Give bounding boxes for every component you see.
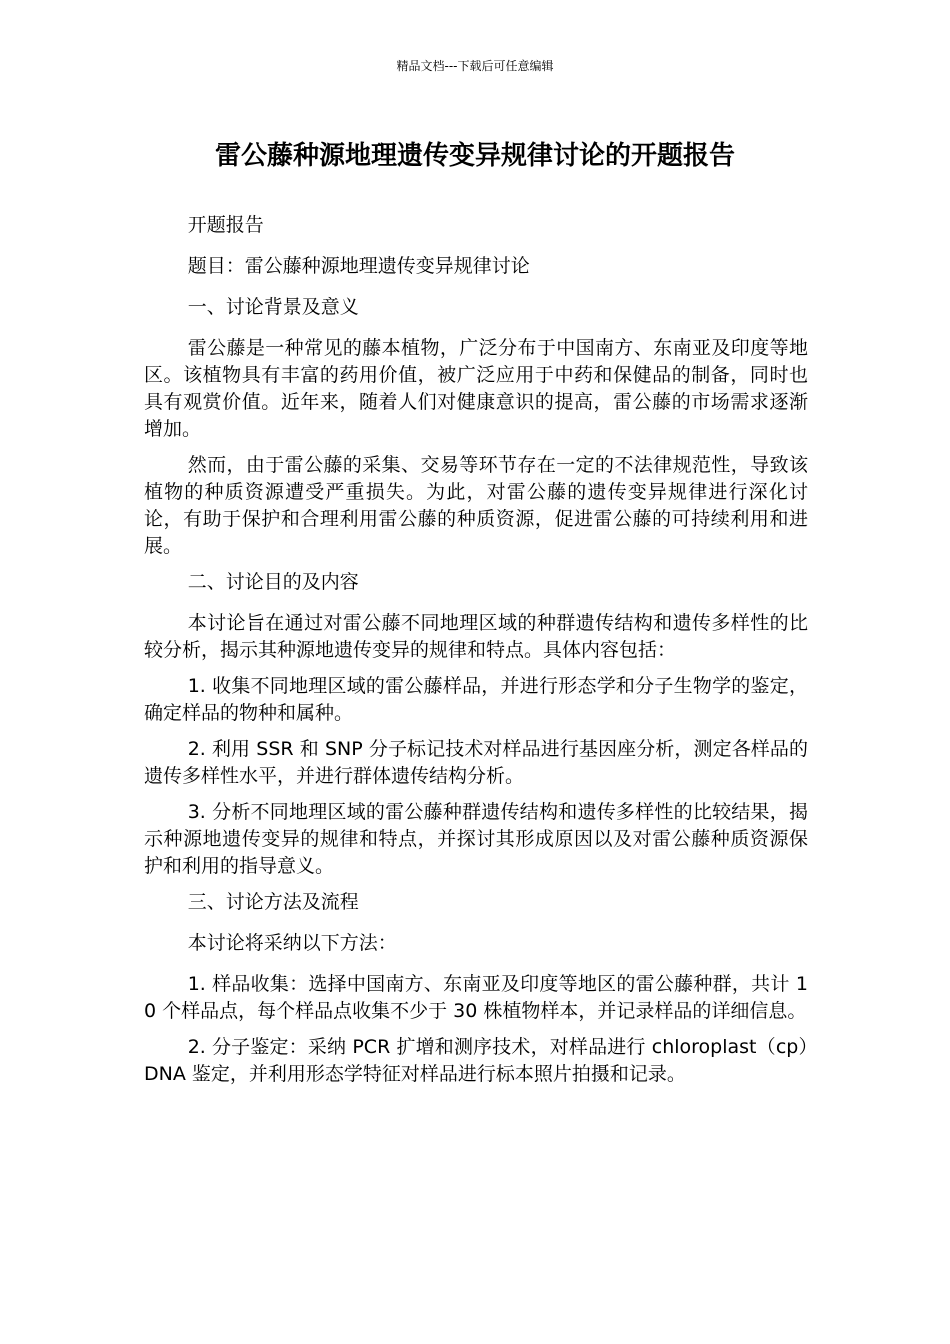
section-heading-objectives: 二、讨论目的及内容 [187, 571, 359, 593]
page-header-note: 精品文档---下载后可任意编辑 [396, 59, 554, 73]
paragraph-objectives-intro: 本讨论旨在通过对雷公藤不同地理区域的种群遗传结构和遗传多样性的比较分析，揭示其种源地遗传变异的规律和特点。具体内容包括： [144, 612, 808, 661]
paragraph-objective-3: 3. 分析不同地理区域的雷公藤种群遗传结构和遗传多样性的比较结果，揭示种源地遗传变异的规律和特点，并探讨其形成原因以及对雷公藤种质资源保护和利用的指导意义。 [144, 801, 808, 877]
section-heading-background: 一、讨论背景及意义 [187, 296, 359, 318]
paragraph-topic: 题目：雷公藤种源地理遗传变异规律讨论 [187, 255, 530, 277]
document-title: 雷公藤种源地理遗传变异规律讨论的开题报告 [214, 141, 735, 171]
paragraph-background-2: 然而，由于雷公藤的采集、交易等环节存在一定的不法律规范性，导致该植物的种质资源遭受严重损失。为此，对雷公藤的遗传变异规律进行深化讨论，有助于保护和合理利用雷公藤的种质资源，促进雷公藤的可持续利用和进展。 [144, 454, 808, 557]
paragraph-method-2: 2. 分子鉴定：采纳 PCR 扩增和测序技术，对样品进行 chloroplast（cp）DNA 鉴定，并利用形态学特征对样品进行标本照片拍摄和记录。 [144, 1036, 808, 1085]
paragraph-objective-1: 1. 收集不同地理区域的雷公藤样品，并进行形态学和分子生物学的鉴定，确定样品的物种和属种。 [144, 675, 808, 724]
paragraph-methods-intro: 本讨论将采纳以下方法： [187, 932, 397, 954]
paragraph-objective-2: 2. 利用 SSR 和 SNP 分子标记技术对样品进行基因座分析，测定各样品的遗传多样性水平，并进行群体遗传结构分析。 [144, 738, 808, 787]
paragraph-method-1: 1. 样品收集：选择中国南方、东南亚及印度等地区的雷公藤种群，共计 10 个样品点，每个样品点收集不少于 30 株植物样本，并记录样品的详细信息。 [144, 973, 808, 1022]
paragraph-report-label: 开题报告 [187, 214, 264, 236]
paragraph-background-1: 雷公藤是一种常见的藤本植物，广泛分布于中国南方、东南亚及印度等地区。该植物具有丰富的药用价值，被广泛应用于中药和保健品的制备，同时也具有观赏价值。近年来，随着人们对健康意识的提高，雷公藤的市场需求逐渐增加。 [144, 337, 808, 440]
section-heading-methods: 三、讨论方法及流程 [187, 891, 359, 913]
document-body [144, 212, 808, 1097]
